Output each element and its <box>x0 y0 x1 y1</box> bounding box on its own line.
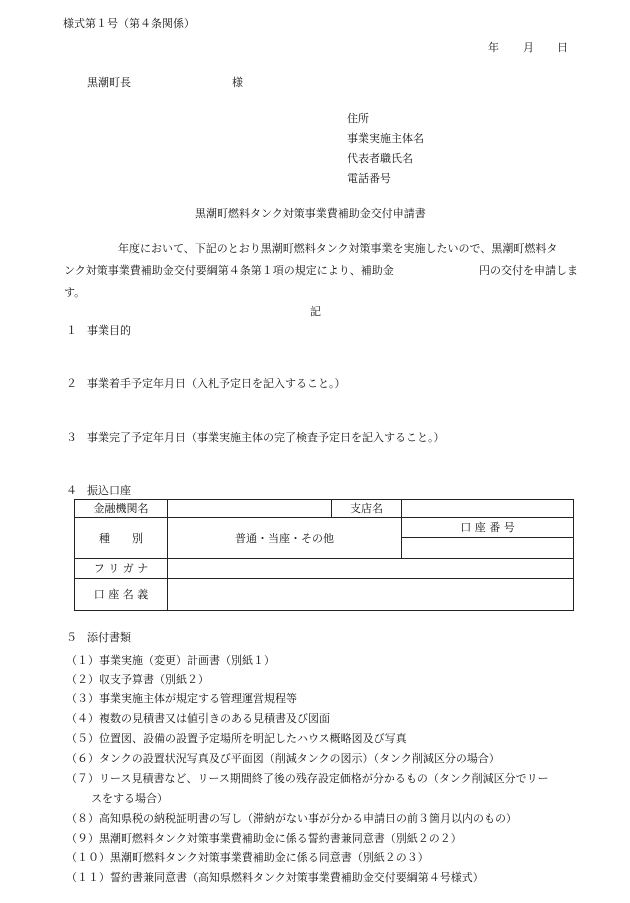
account-holder-cell[interactable] <box>168 579 574 611</box>
attachment-item-5: （５）位置図、設備の設置予定場所を明記したハウス概略図及び写真 <box>66 732 407 745</box>
account-number-label: 口 座 番 号 <box>402 518 574 538</box>
intro-line-2b: 円の交付を申請しま <box>479 264 578 277</box>
furigana-label: フ リ ガ ナ <box>75 559 168 579</box>
branch-cell[interactable] <box>402 500 574 518</box>
bank-name-cell[interactable] <box>168 500 332 518</box>
furigana-cell[interactable] <box>168 559 574 579</box>
bank-account-table <box>74 499 574 611</box>
bank-name-label: 金融機関名 <box>75 500 168 518</box>
attachment-item-3: （３）事業実施主体が規定する管理運営規程等 <box>66 692 297 705</box>
attachment-item-7: （７）リース見積書など、リース期間終了後の残存設定価格が分かるもの（タンク削減区分でリー <box>66 772 549 785</box>
account-number-cell[interactable] <box>402 538 574 559</box>
section-3-text: 事業完了予定年月日（事業実施主体の完了検査予定日を記入すること。） <box>87 431 445 444</box>
addressee-honorific: 様 <box>232 76 243 89</box>
date-year: 年 <box>488 41 499 54</box>
section-4-text: 振込口座 <box>87 484 131 497</box>
attachment-item-9: （９）黒潮町燃料タンク対策事業費補助金に係る誓約書兼同意書（別紙２の２） <box>66 832 462 845</box>
section-5-number: ５ <box>66 631 77 644</box>
account-holder-label: 口 座 名 義 <box>75 579 168 611</box>
section-5-text: 添付書類 <box>87 631 131 644</box>
section-1-number: １ <box>66 324 77 337</box>
attachment-item-7-continued: スをする場合） <box>91 792 168 805</box>
account-type-value: 普通・当座・その他 <box>168 518 402 559</box>
attachment-item-1: （１）事業実施（変更）計画書（別紙１） <box>66 654 275 667</box>
applicant-phone-label: 電話番号 <box>347 172 391 185</box>
section-3-number: ３ <box>66 431 77 444</box>
section-2-number: ２ <box>66 377 77 390</box>
ki-heading: 記 <box>310 305 321 318</box>
section-2-text: 事業着手予定年月日（入札予定日を記入すること。） <box>87 377 346 390</box>
date-month: 月 <box>523 41 534 54</box>
attachment-item-10: （１０）黒潮町燃料タンク対策事業費補助金に係る同意書（別紙２の３） <box>66 851 429 864</box>
attachment-item-4: （４）複数の見積書又は値引きのある見積書及び図面 <box>66 712 330 725</box>
attachment-item-6: （６）タンクの設置状況写真及び平面図（削減タンクの図示）（タンク削減区分の場合） <box>66 752 500 765</box>
form-number: 様式第１号（第４条関係） <box>63 17 195 30</box>
applicant-address-label: 住所 <box>347 112 369 125</box>
section-1-text: 事業目的 <box>87 324 131 337</box>
account-type-label: 種 別 <box>75 518 168 559</box>
intro-line-1: 年度において、下記のとおり黒潮町燃料タンク対策事業を実施したいので、黒潮町燃料タ <box>118 242 558 255</box>
document-title: 黒潮町燃料タンク対策事業費補助金交付申請書 <box>195 207 426 220</box>
attachment-item-8: （８）高知県税の納税証明書の写し（滞納がない事が分かる申請日の前３箇月以内のもの） <box>66 812 517 825</box>
applicant-representative-label: 代表者職氏名 <box>347 152 413 165</box>
date-day: 日 <box>557 41 568 54</box>
section-4-number: ４ <box>66 484 77 497</box>
attachment-item-11: （１１）誓約書兼同意書（高知県燃料タンク対策事業費補助金交付要綱第４号様式） <box>66 871 484 884</box>
applicant-entity-label: 事業実施主体名 <box>347 132 424 145</box>
attachment-item-2: （２）収支予算書（別紙２） <box>66 673 209 686</box>
addressee-name: 黒潮町長 <box>87 76 131 89</box>
intro-line-3: す。 <box>64 286 86 299</box>
intro-line-2a: ンク対策事業費補助金交付要綱第４条第１項の規定により、補助金 <box>64 264 394 277</box>
branch-label: 支店名 <box>332 500 402 518</box>
